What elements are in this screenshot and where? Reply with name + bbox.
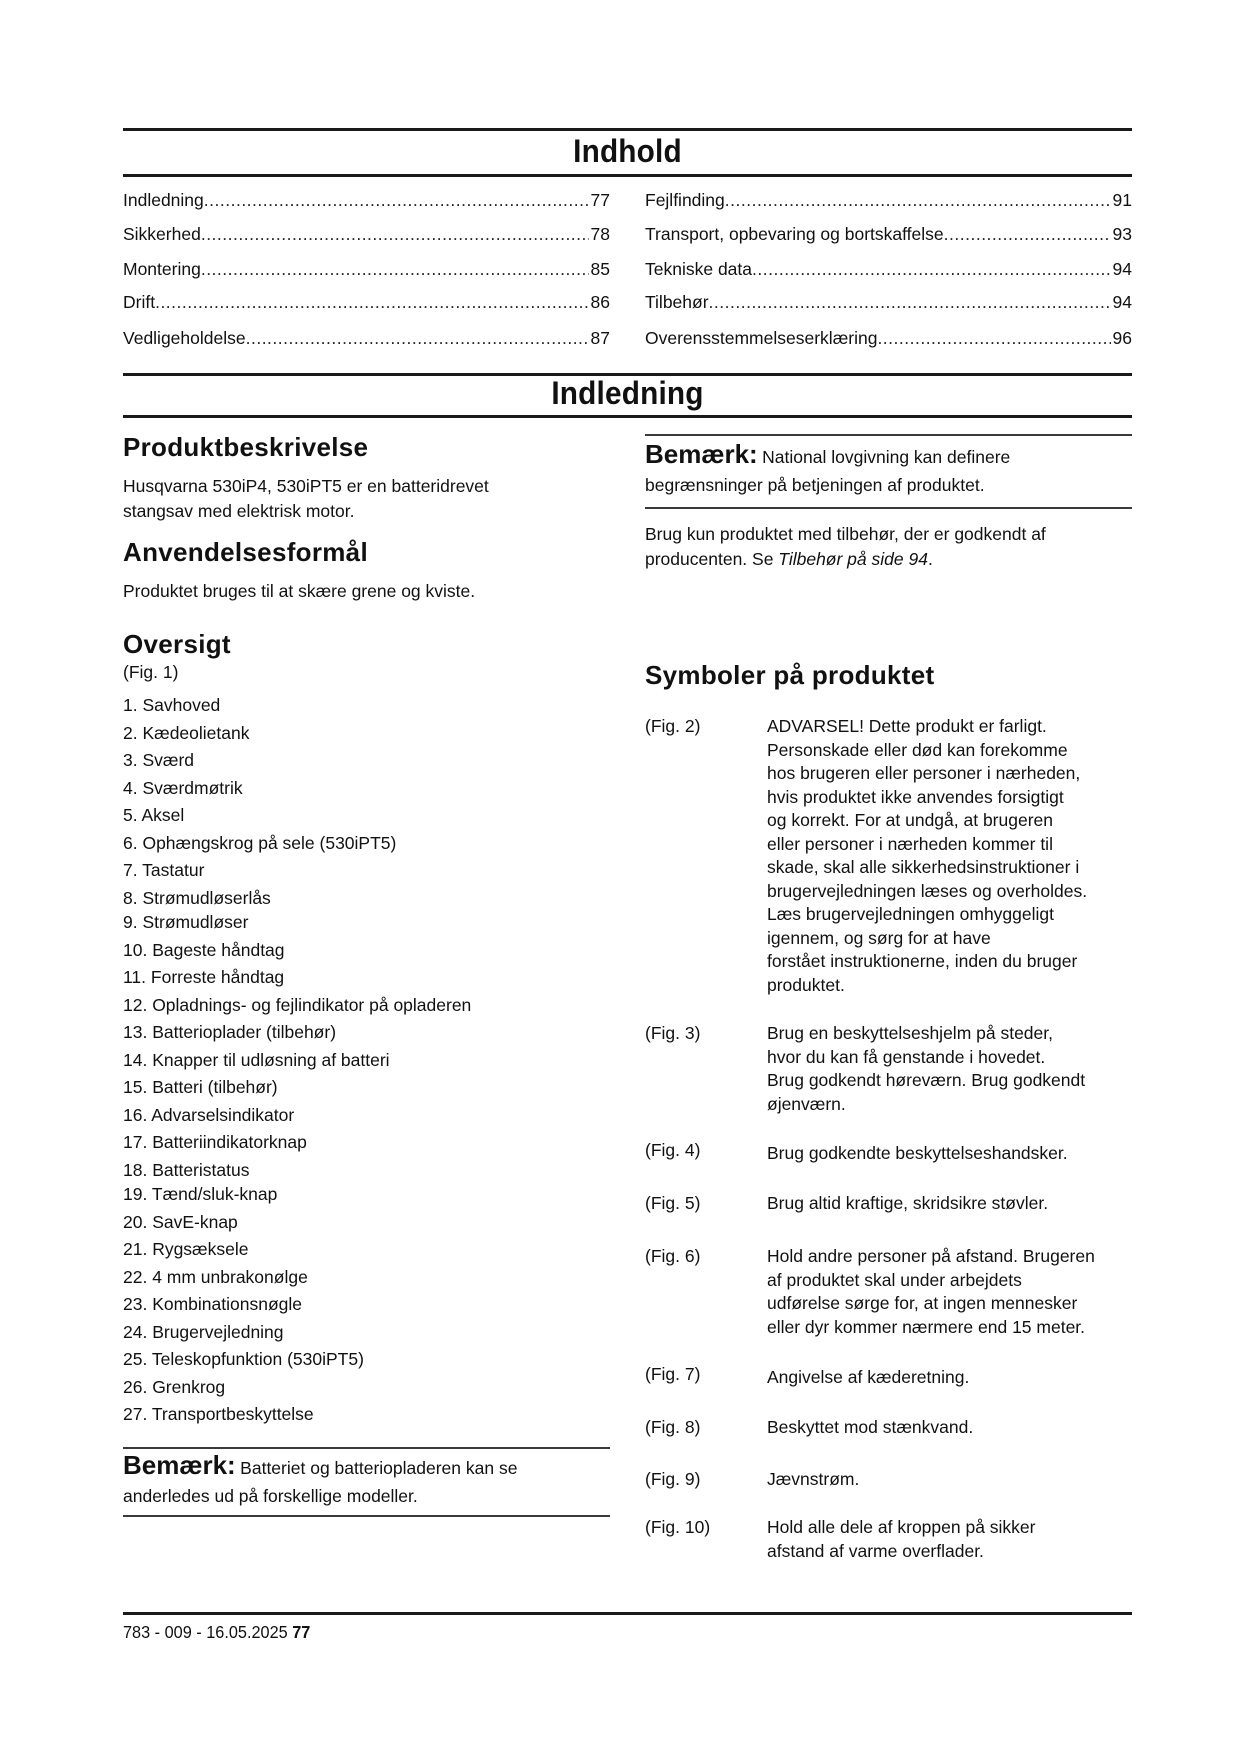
list-item: 3. Sværd: [123, 750, 194, 770]
symbol-line: Hold andre personer på afstand. Brugeren: [767, 1246, 1095, 1266]
toc-bottom-rule: [123, 174, 1132, 177]
toc-entry-page: 78: [590, 224, 610, 244]
list-item: 25. Teleskopfunktion (530iPT5): [123, 1349, 364, 1369]
toc-entry-label: Drift: [123, 292, 156, 312]
toc-entry-fejlfinding[interactable]: [645, 188, 1132, 212]
list-item: 13. Batterioplader (tilbehør): [123, 1022, 337, 1042]
symbol-fig-ref: (Fig. 5): [645, 1193, 701, 1213]
toc-entry-page: 87: [590, 328, 610, 348]
symbol-line: Brug altid kraftige, skridsikre støvler.: [767, 1193, 1049, 1213]
toc-leader-dots: [944, 222, 1111, 246]
list-item: 22. 4 mm unbrakonølge: [123, 1266, 308, 1287]
symbol-description: [767, 1468, 1137, 1492]
intro-bottom-rule: [123, 415, 1132, 418]
right-note: [645, 441, 1132, 500]
note-text-line1: National lovgivning kan definere: [762, 447, 1011, 467]
list-item: 7. Tastatur: [123, 860, 205, 880]
manual-page: [123, 0, 1132, 1754]
accessories-text: [645, 522, 1132, 572]
symbol-line: afstand af varme overflader.: [767, 1540, 984, 1561]
symbol-line: eller dyr kommer nærmere end 15 meter.: [767, 1316, 1086, 1337]
symbols-heading: Symboler på produktet: [645, 660, 935, 690]
toc-entry-label: Indledning: [123, 190, 204, 210]
symbol-fig-ref: (Fig. 6): [645, 1246, 701, 1266]
list-item: 14. Knapper til udløsning af batteri: [123, 1049, 390, 1070]
overview-heading: Oversigt: [123, 629, 231, 659]
symbol-line: skade, skal alle sikkerhedsinstruktioner i: [767, 857, 1080, 877]
footer-doc-ref: 783 - 009 - 16.05.2025: [123, 1622, 288, 1642]
symbol-fig-ref: (Fig. 3): [645, 1023, 701, 1043]
symbol-description: [767, 1366, 1137, 1390]
footer-rule: [123, 1612, 1132, 1615]
toc-entry-page: 96: [1112, 328, 1132, 348]
list-item: 26. Grenkrog: [123, 1376, 226, 1397]
symbol-fig-ref: (Fig. 2): [645, 716, 701, 736]
toc-entry-label: Tekniske data: [645, 259, 753, 279]
product-description-heading: Produktbeskrivelse: [123, 432, 369, 462]
list-item: 2. Kædeolietank: [123, 722, 250, 743]
toc-top-rule: [123, 128, 1132, 131]
symbol-line: Læs brugervejledningen omhyggeligt: [767, 904, 1054, 924]
symbol-line: eller personer i nærheden kommer til: [767, 833, 1053, 854]
toc-entry-overensstemmelseserklaering[interactable]: [645, 326, 1132, 350]
toc-entry-label: Vedligeholdelse: [123, 328, 246, 348]
list-item: 19. Tænd/sluk-knap: [123, 1184, 278, 1204]
symbol-line: Beskyttet mod stænkvand.: [767, 1417, 974, 1437]
intended-use-heading: Anvendelsesformål: [123, 537, 368, 567]
symbol-line: Personskade eller død kan forekomme: [767, 739, 1068, 760]
note-text-line1: Batteriet og batteriopladeren kan se: [240, 1458, 518, 1478]
toc-entry-transport[interactable]: [645, 222, 1132, 246]
symbol-line: hvis produktet ikke anvendes forsigtigt: [767, 786, 1064, 807]
note-label: Bemærk:: [123, 1450, 236, 1480]
accessories-line1: Brug kun produktet med tilbehør, der er godkendt af: [645, 524, 1046, 544]
list-item: 18. Batteristatus: [123, 1159, 250, 1180]
list-item: 15. Batteri (tilbehør): [123, 1077, 278, 1097]
footer-page-number: 77: [292, 1622, 311, 1642]
symbol-fig-ref: (Fig. 4): [645, 1140, 701, 1160]
symbol-description: [767, 1142, 1137, 1166]
symbol-line: ADVARSEL! Dette produkt er farligt.: [767, 716, 1047, 736]
page-footer: [123, 1622, 310, 1643]
list-item: 16. Advarselsindikator: [123, 1104, 295, 1125]
toc-entry-drift[interactable]: [123, 290, 610, 314]
toc-entry-indledning[interactable]: [123, 188, 610, 212]
list-item: 12. Opladnings- og fejlindikator på opladeren: [123, 994, 472, 1015]
symbol-line: og korrekt. For at undgå, at brugeren: [767, 810, 1053, 830]
toc-leader-dots: [877, 326, 1110, 350]
list-item: 6. Ophængskrog på sele (530iPT5): [123, 832, 397, 853]
toc-leader-dots: [725, 188, 1111, 212]
list-item: 17. Batteriindikatorknap: [123, 1132, 307, 1152]
symbol-line: produktet.: [767, 974, 845, 995]
symbol-line: hvor du kan få genstande i hovedet.: [767, 1046, 1046, 1067]
symbol-fig-ref: (Fig. 8): [645, 1417, 701, 1437]
toc-entry-page: 85: [590, 259, 610, 279]
accessories-page-link[interactable]: Tilbehør på side 94: [778, 549, 928, 569]
symbol-line: af produktet skal under arbejdets: [767, 1269, 1022, 1290]
left-note: [123, 1452, 610, 1511]
right-note-top-rule: [645, 434, 1132, 436]
toc-leader-dots: [155, 290, 588, 314]
toc-entry-tekniske-data[interactable]: [645, 257, 1132, 281]
accessories-line2-suffix: .: [927, 549, 933, 569]
list-item: 20. SavE-knap: [123, 1211, 238, 1232]
symbol-line: Brug en beskyttelseshjelm på steder,: [767, 1023, 1053, 1043]
overview-fig-ref: (Fig. 1): [123, 662, 179, 682]
list-item: 10. Bageste håndtag: [123, 939, 285, 960]
toc-leader-dots: [201, 257, 589, 281]
toc-entry-montering[interactable]: [123, 257, 610, 281]
symbol-description: [767, 1416, 1137, 1440]
toc-leader-dots: [246, 326, 589, 350]
list-item: 27. Transportbeskyttelse: [123, 1404, 314, 1424]
toc-entry-page: 86: [590, 292, 610, 312]
toc-entry-label: Montering: [123, 259, 201, 279]
overview-parts-list: [123, 693, 610, 1433]
note-text-line2: begrænsninger på betjeningen af produktet.: [645, 475, 985, 495]
symbol-line: hos brugeren eller personer i nærheden,: [767, 763, 1081, 783]
toc-entry-label: Tilbehør: [645, 292, 709, 312]
right-note-bottom-rule: [645, 507, 1132, 509]
toc-entry-sikkerhed[interactable]: [123, 222, 610, 246]
toc-leader-dots: [709, 290, 1111, 314]
note-text-line2: anderledes ud på forskellige modeller.: [123, 1486, 418, 1506]
symbol-line: Hold alle dele af kroppen på sikker: [767, 1517, 1036, 1537]
symbol-fig-ref: (Fig. 7): [645, 1364, 701, 1384]
symbol-line: Brug godkendt høreværn. Brug godkendt: [767, 1070, 1086, 1090]
product-description-text: Husqvarna 530iP4, 530iPT5 er en batteridrevet stangsav med elektrisk motor.: [123, 476, 489, 521]
left-note-bottom-rule: [123, 1515, 610, 1517]
symbol-fig-ref: (Fig. 9): [645, 1469, 701, 1489]
list-item: 11. Forreste håndtag: [123, 967, 285, 987]
symbol-line: brugervejledningen læses og overholdes.: [767, 880, 1088, 901]
toc-entry-page: 93: [1112, 224, 1132, 244]
symbol-description: [767, 1022, 1137, 1116]
symbol-line: udførelse sørge for, at ingen mennesker: [767, 1293, 1078, 1313]
toc-entry-label: Fejlfinding: [645, 190, 725, 210]
symbol-fig-ref: (Fig. 10): [645, 1517, 711, 1537]
symbol-line: Angivelse af kæderetning.: [767, 1367, 970, 1387]
list-item: 23. Kombinationsnøgle: [123, 1294, 302, 1314]
list-item: 9. Strømudløser: [123, 912, 249, 932]
left-note-top-rule: [123, 1447, 610, 1449]
symbol-description: [767, 1192, 1137, 1216]
list-item: 24. Brugervejledning: [123, 1321, 284, 1342]
symbol-line: Jævnstrøm.: [767, 1469, 860, 1489]
symbol-description: [767, 1516, 1137, 1563]
list-item: 4. Sværdmøtrik: [123, 777, 243, 798]
accessories-line2-prefix: producenten. Se: [645, 549, 779, 569]
toc-title: Indhold: [573, 133, 682, 169]
symbol-description: [767, 1245, 1147, 1339]
intended-use-text: Produktet bruges til at skære grene og kviste.: [123, 581, 476, 601]
symbol-line: igennem, og sørg for at have: [767, 927, 991, 948]
intro-title: Indledning: [551, 375, 704, 411]
toc-leader-dots: [201, 222, 589, 246]
symbol-line: forstået instruktionerne, inden du bruger: [767, 951, 1078, 971]
toc-entry-label: Sikkerhed: [123, 224, 201, 244]
toc-entry-vedligeholdelse[interactable]: [123, 326, 610, 350]
list-item: 21. Rygsæksele: [123, 1239, 249, 1259]
symbol-line: Brug godkendte beskyttelseshandsker.: [767, 1143, 1068, 1163]
symbol-line: øjenværn.: [767, 1093, 846, 1114]
toc-entry-tilbehor[interactable]: [645, 290, 1132, 314]
list-item: 8. Strømudløserlås: [123, 887, 271, 908]
note-label: Bemærk:: [645, 439, 758, 469]
toc-entry-page: 94: [1112, 292, 1132, 312]
list-item: 1. Savhoved: [123, 695, 221, 715]
toc-entry-label: Transport, opbevaring og bortskaffelse: [645, 224, 944, 244]
toc-entry-page: 94: [1112, 259, 1132, 279]
symbol-description: [767, 715, 1137, 997]
list-item: 5. Aksel: [123, 805, 185, 825]
toc-entry-page: 77: [590, 190, 610, 210]
toc-entry-label: Overensstemmelseserklæring: [645, 328, 878, 348]
toc-leader-dots: [204, 188, 589, 212]
toc-entry-page: 91: [1112, 190, 1132, 210]
toc-leader-dots: [752, 257, 1111, 281]
